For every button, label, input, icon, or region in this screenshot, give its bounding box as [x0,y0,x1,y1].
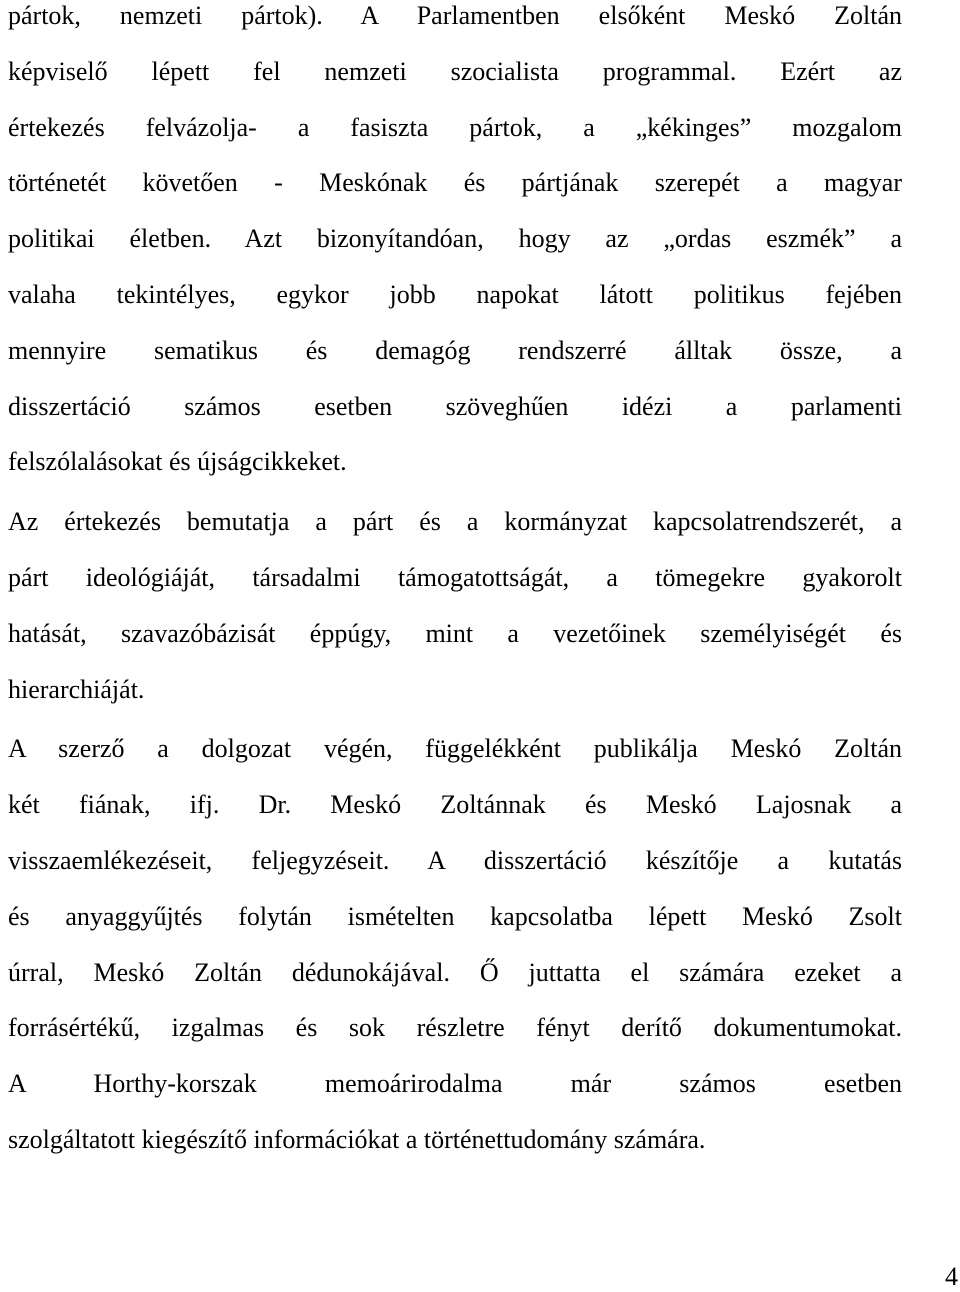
text-line: értekezés felvázolja- a fasiszta pártok, a „kékinges” mozgalom [8,112,902,142]
text-line: és anyaggyűjtés folytán ismételten kapcsolatba lépett Meskó Zsolt [8,901,902,931]
text-line: A Horthy-korszak memoárirodalma már számos esetben [8,1069,902,1099]
text-line: úrral, Meskó Zoltán dédunokájával. Ő juttatta el számára ezeket a [8,957,902,987]
text-line: szolgáltatott kiegészítő információkat a történettudomány számára. [8,1124,706,1154]
text-line: két fiának, ifj. Dr. Meskó Zoltánnak és Meskó Lajosnak a [8,790,902,820]
text-line: párt ideológiáját, társadalmi támogatottságát, a tömegekre gyakorolt [8,562,902,592]
paragraph-2 [8,494,902,717]
text-line: pártok, nemzeti pártok). A Parlamentben elsőként Meskó Zoltán [8,1,902,30]
text-line: A szerző a dolgozat végén, függelékként publikálja Meskó Zoltán [8,734,902,764]
text-line: hatását, szavazóbázisát éppúgy, mint a vezetőinek személyiségét és [8,618,902,648]
text-line: mennyire sematikus és demagóg rendszerré álltak össze, a [8,335,902,365]
text-line: Az értekezés bemutatja a párt és a kormányzat kapcsolatrendszerét, a [8,507,902,537]
page-number: 4 [945,1262,958,1291]
document-body [8,0,902,1168]
text-line: képviselő lépett fel nemzeti szocialista programmal. Ezért az [8,56,902,86]
text-line: politikai életben. Azt bizonyítandóan, hogy az „ordas eszmék” a [8,224,902,254]
text-line: visszaemlékezéseit, feljegyzéseit. A disszertáció készítője a kutatás [8,845,902,875]
text-line: disszertáció számos esetben szöveghűen idézi a parlamenti [8,391,902,421]
paragraph-3 [8,721,902,1167]
text-line: felszólalásokat és újságcikkeket. [8,447,347,477]
text-line: valaha tekintélyes, egykor jobb napokat látott politikus fejében [8,279,902,309]
text-line: forrásértékű, izgalmas és sok részletre fényt derítő dokumentumokat. [8,1013,902,1043]
text-line: hierarchiáját. [8,674,145,704]
paragraph-1 [8,0,902,490]
text-line: történetét követően - Meskónak és pártjának szerepét a magyar [8,168,902,198]
